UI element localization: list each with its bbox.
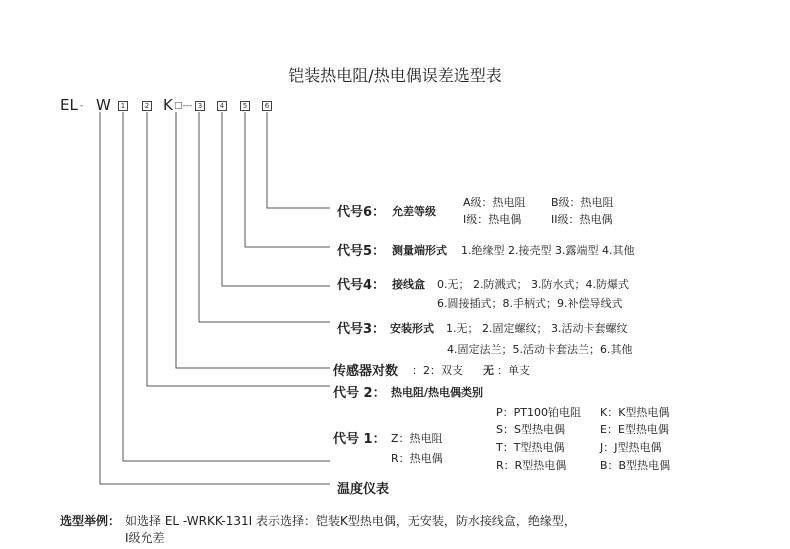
- category-option: S：S型热电偶: [496, 423, 565, 436]
- model-separator: -: [80, 101, 84, 111]
- code5-label: 测量端形式: [392, 244, 447, 257]
- line-code3: [199, 112, 330, 322]
- example-text: 如选择 EL -WRKK-131I 表示选择：铠装K型热电偶，无安装，防水接线盒，绝缘型，: [125, 514, 576, 528]
- model-k-separator: □---: [174, 101, 193, 111]
- example-label: 选型举例：: [60, 514, 121, 528]
- category-option: P：PT100铂电阻: [496, 406, 581, 419]
- code6-i: I级：热电偶: [463, 213, 522, 226]
- code4-label: 接线盒: [392, 278, 425, 291]
- sensor-count-value: ：2：双支: [412, 364, 463, 377]
- category-option: B：B型热电偶: [600, 459, 671, 472]
- model-box-2: 2: [142, 101, 152, 111]
- page-title: 铠装热电阻/热电偶误差选型表: [288, 66, 502, 85]
- code6-label: 允差等级: [392, 205, 436, 218]
- model-k: K: [163, 96, 173, 114]
- category-option: E：E型热电偶: [600, 423, 669, 436]
- model-prefix: EL: [60, 96, 78, 114]
- line-code4: [222, 112, 330, 286]
- code4-options-1: 0.无； 2.防溅式； 3.防水式；4.防爆式: [437, 278, 629, 291]
- line-instrument: [100, 112, 330, 484]
- model-box-5: 5: [240, 101, 250, 111]
- code4-options-2: 6.圆接插式；8.手柄式；9.补偿导线式: [437, 297, 623, 310]
- code4-title: 代号4：: [337, 278, 386, 293]
- model-w: W: [96, 96, 111, 114]
- category-option: R：R型热电偶: [496, 459, 567, 472]
- sensor-count-none: 无: [483, 364, 494, 377]
- code1-z: Z：热电阻: [391, 432, 443, 445]
- code2-label: 热电阻/热电偶类别: [391, 386, 484, 399]
- code5-title: 代号5：: [337, 244, 386, 259]
- line-code6: [267, 112, 330, 208]
- category-option: T：T型热电偶: [496, 441, 565, 454]
- model-box-1: 1: [118, 101, 128, 111]
- model-box-3: 3: [195, 101, 205, 111]
- model-box-4: 4: [217, 101, 227, 111]
- sensor-count-none-value: ：单支: [497, 364, 530, 377]
- sensor-count-label: 传感器对数: [333, 364, 399, 379]
- code3-title: 代号3：: [337, 322, 386, 337]
- line-code5: [245, 112, 330, 247]
- instrument-label: 温度仪表: [337, 482, 390, 497]
- code6-b: B级：热电阻: [551, 196, 614, 209]
- code5-options: 1.绝缘型 2.接壳型 3.露端型 4.其他: [461, 244, 635, 257]
- code3-options-1: 1.无； 2.固定螺纹； 3.活动卡套螺纹: [446, 322, 628, 335]
- code6-title: 代号6：: [337, 205, 386, 220]
- example-text-cont: I级允差: [125, 531, 165, 545]
- code1-title: 代号 1：: [333, 432, 386, 447]
- code1-r: R：热电偶: [391, 452, 443, 465]
- category-option: J：J型热电偶: [600, 441, 662, 454]
- code2-title: 代号 2：: [333, 386, 386, 401]
- code6-ii: II级：热电偶: [551, 213, 613, 226]
- category-option: K：K型热电偶: [600, 406, 670, 419]
- code6-a: A级：热电阻: [463, 196, 526, 209]
- code3-options-2: 4.固定法兰；5.活动卡套法兰；6.其他: [447, 343, 633, 356]
- model-box-6: 6: [262, 101, 272, 111]
- line-code2: [147, 112, 330, 386]
- code3-label: 安装形式: [390, 322, 434, 335]
